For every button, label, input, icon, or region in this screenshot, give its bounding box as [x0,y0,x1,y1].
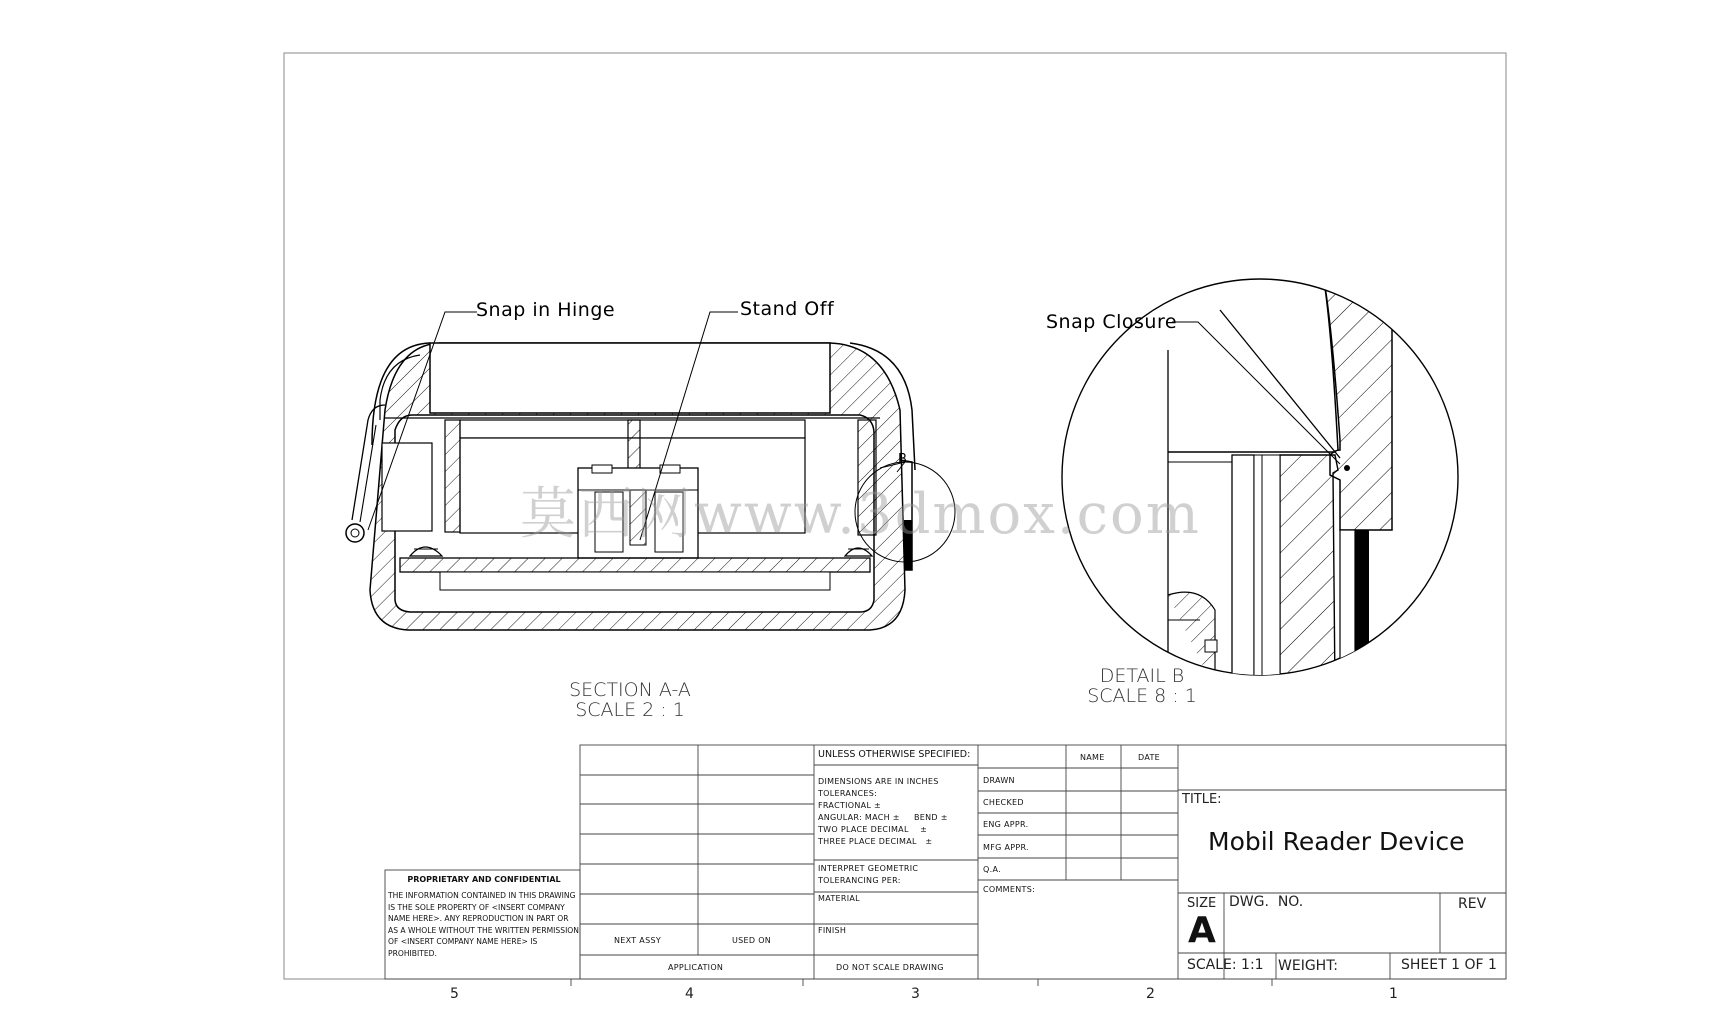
dims-line-2: TOLERANCES: [818,789,878,798]
row-checked: CHECKED [983,798,1024,807]
finish-label: FINISH [818,926,847,935]
lid-plate [430,343,830,413]
zone-1: 1 [1389,986,1398,1002]
dims-line-1: DIMENSIONS ARE IN INCHES [818,777,939,786]
dims-line-4: ANGULAR: MACH ± BEND ± [818,813,948,822]
dims-line-3: FRACTIONAL ± [818,801,882,810]
application-label: APPLICATION [668,963,724,972]
zone-4: 4 [685,986,694,1002]
next-assy-label: NEXT ASSY [614,936,662,945]
watermark-text: 莫西网www.3dmox.com [520,482,1201,547]
left-rib [445,420,460,532]
zone-2: 2 [1146,986,1155,1002]
row-mfg-appr: MFG APPR. [983,843,1029,852]
callout-snap-closure: Snap Closure [1046,311,1178,333]
row-drawn: DRAWN [983,776,1015,785]
col-date: DATE [1138,753,1161,762]
drawing-title: Mobil Reader Device [1208,827,1465,856]
dwg-no-label: DWG. NO. [1229,894,1304,910]
col-name: NAME [1080,753,1105,762]
scale-label: SCALE: 1:1 [1187,957,1264,973]
left-inner-box [382,443,432,531]
material-label: MATERIAL [818,894,860,903]
detail-b-marker: B [898,452,908,467]
unless-specified: UNLESS OTHERWISE SPECIFIED: [818,749,971,760]
interpret-line-1: INTERPRET GEOMETRIC [818,864,919,873]
size-label: SIZE [1187,896,1217,911]
dims-line-6: THREE PLACE DECIMAL ± [818,837,933,846]
dims-line-5: TWO PLACE DECIMAL ± [818,825,928,834]
callout-stand-off: Stand Off [740,298,835,320]
row-eng-appr: ENG APPR. [983,820,1029,829]
row-qa: Q.A. [983,865,1001,874]
interpret-line-2: TOLERANCING PER: [818,876,901,885]
sheet-label: SHEET 1 OF 1 [1401,957,1497,973]
rev-label: REV [1458,896,1487,912]
do-not-scale: DO NOT SCALE DRAWING [836,963,944,972]
size-value: A [1188,910,1216,951]
comments-label: COMMENTS: [983,885,1036,894]
zone-3: 3 [911,986,920,1002]
used-on-label: USED ON [732,936,772,945]
title-label: TITLE: [1182,792,1222,807]
section-scale: SCALE 2 : 1 [575,699,685,721]
weight-label: WEIGHT: [1278,958,1338,974]
zone-5: 5 [450,986,459,1002]
callout-snap-in-hinge: Snap in Hinge [476,299,616,321]
section-name: SECTION A-A [569,679,691,701]
proprietary-text: THE INFORMATION CONTAINED IN THIS DRAWING IS THE SOLE PROPERTY OF <INSERT COMPANY NAME HERE>. ANY REPRODUCTION IN PART OR AS A WHOLE WITHOUT THE WRITTEN PERMISSION OF <INSERT COMPANY NAME HERE> IS PROHIBITED. [388,891,579,958]
detail-b-caption [1052,666,1232,706]
pcb-board [400,558,870,572]
proprietary-title: PROPRIETARY AND CONFIDENTIAL [407,875,561,884]
section-a-a-caption [540,680,720,720]
detail-scale: SCALE 8 : 1 [1087,685,1197,707]
detail-name: DETAIL B [1099,665,1185,687]
